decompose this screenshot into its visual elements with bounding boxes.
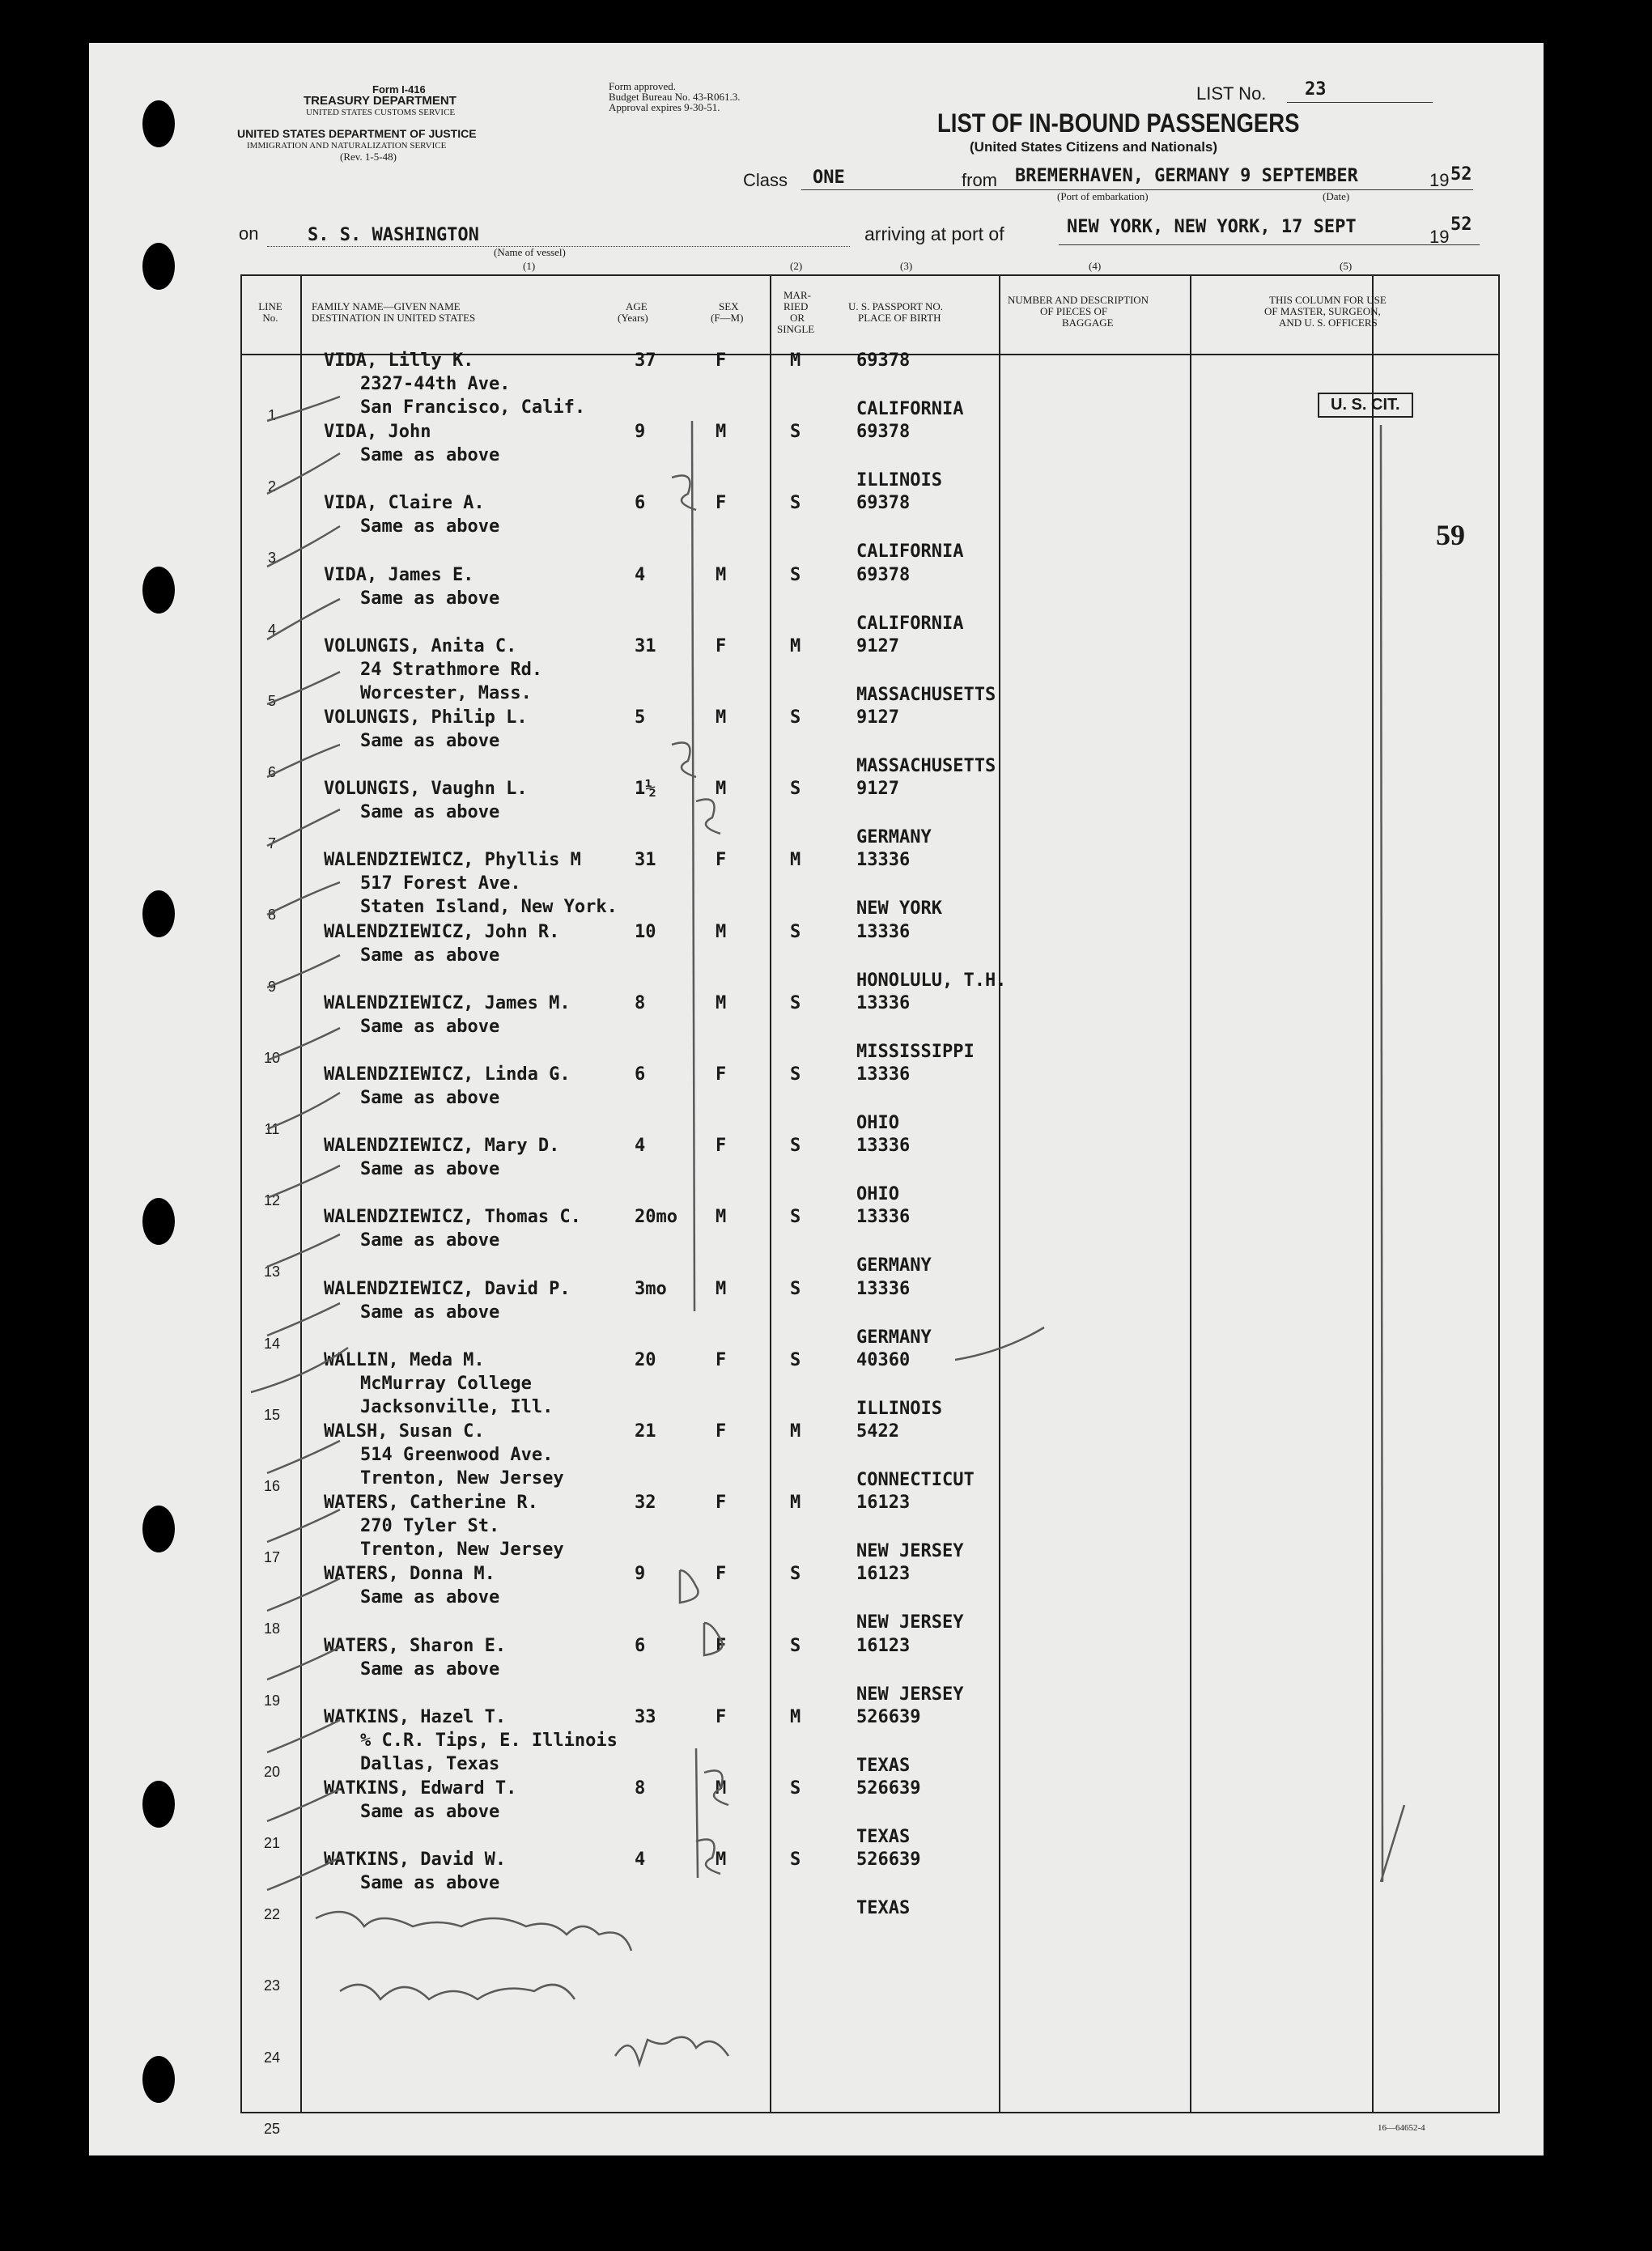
passenger-age: 6	[635, 493, 646, 513]
passport-number: 9127	[856, 707, 899, 728]
place-of-birth: MASSACHUSETTS	[856, 756, 996, 776]
header-officers-2: OF MASTER, SURGEON,	[1264, 305, 1381, 317]
passenger-name: VIDA, Lilly K.	[324, 350, 474, 371]
passenger-sex: F	[716, 1636, 727, 1656]
passenger-destination-line-1: 514 Greenwood Ave.	[360, 1445, 554, 1465]
header-baggage-3: BAGGAGE	[1062, 316, 1114, 329]
header-sex: SEX	[719, 300, 739, 312]
passenger-name: WALENDZIEWICZ, James M.	[324, 993, 571, 1013]
passport-number: 526639	[856, 1707, 921, 1727]
header-place-of-birth: PLACE OF BIRTH	[858, 312, 941, 324]
treasury-department: TREASURY DEPARTMENT	[304, 94, 457, 108]
passenger-destination-line-1: 24 Strathmore Rd.	[360, 660, 543, 680]
place-of-birth: GERMANY	[856, 827, 932, 847]
revision-date: (Rev. 1-5-48)	[340, 151, 397, 163]
passenger-name: VIDA, Claire A.	[324, 493, 485, 513]
line-number: 18	[263, 1620, 281, 1637]
handwritten-s	[696, 800, 720, 835]
line-number: 3	[267, 550, 276, 566]
passenger-destination-line-1: Same as above	[360, 1587, 500, 1608]
form-approved: Form approved.	[609, 80, 677, 92]
approval-expiry: Approval expires 9-30-51.	[609, 101, 720, 113]
passport-number: 9127	[856, 636, 899, 656]
line-number: 1	[267, 407, 276, 423]
passenger-age: 6	[635, 1636, 646, 1656]
passenger-age: 9	[635, 422, 646, 442]
passenger-name: VIDA, James E.	[324, 565, 474, 585]
passenger-name: WATKINS, David W.	[324, 1850, 507, 1870]
passenger-name: WALENDZIEWICZ, David P.	[324, 1279, 571, 1299]
form-number: Form I-416	[372, 83, 426, 96]
place-of-birth: TEXAS	[856, 1827, 911, 1847]
passport-number: 69378	[856, 493, 911, 513]
passenger-destination-line-1: Same as above	[360, 1302, 500, 1323]
passport-number: 526639	[856, 1850, 921, 1870]
passenger-destination-line-2: Trenton, New Jersey	[360, 1468, 564, 1489]
place-of-birth: HONOLULU, T.H.	[856, 970, 1007, 991]
passenger-sex: F	[716, 350, 727, 371]
column-number-5: (5)	[1340, 260, 1353, 272]
budget-bureau-number: Budget Bureau No. 43-R061.3.	[609, 91, 741, 103]
line-number: 16	[263, 1478, 281, 1494]
passenger-sex: M	[716, 422, 727, 442]
passenger-age: 4	[635, 1136, 646, 1156]
passenger-destination-line-2: San Francisco, Calif.	[360, 397, 586, 418]
passenger-sex: M	[716, 993, 727, 1013]
passenger-destination-line-2: Worcester, Mass.	[360, 683, 532, 703]
passport-number: 526639	[856, 1778, 921, 1799]
passenger-destination-line-2: Staten Island, New York.	[360, 897, 618, 917]
line-number: 2	[267, 478, 276, 495]
passenger-name: VOLUNGIS, Vaughn L.	[324, 779, 528, 799]
passenger-age: 4	[635, 565, 646, 585]
passenger-destination-line-1: Same as above	[360, 1659, 500, 1680]
marital-status: S	[790, 422, 801, 442]
header-sex-fm: (F—M)	[711, 312, 744, 324]
vessel-name: S. S. WASHINGTON	[308, 225, 479, 245]
handwritten-vertical-line	[692, 421, 694, 1311]
line-number: 17	[263, 1549, 281, 1565]
header-officers-1: THIS COLUMN FOR USE	[1269, 294, 1387, 306]
passenger-age: 5	[635, 707, 646, 728]
place-of-birth: OHIO	[856, 1184, 899, 1204]
customs-service: UNITED STATES CUSTOMS SERVICE	[306, 108, 456, 117]
header-age-years: (Years)	[618, 312, 648, 324]
place-of-birth: TEXAS	[856, 1898, 911, 1918]
header-married-1: MAR-	[784, 289, 811, 301]
passenger-age: 32	[635, 1493, 656, 1513]
place-of-birth: ILLINOIS	[856, 1399, 942, 1419]
list-number-label: LIST No.	[1196, 83, 1267, 104]
passenger-destination-line-2: Jacksonville, Ill.	[360, 1397, 554, 1417]
marital-status: S	[790, 779, 801, 799]
passenger-name: VOLUNGIS, Anita C.	[324, 636, 517, 656]
passenger-destination-line-1: Same as above	[360, 945, 500, 966]
marital-status: S	[790, 1564, 801, 1584]
passenger-age: 33	[635, 1707, 656, 1727]
place-of-birth: CALIFORNIA	[856, 614, 964, 634]
port-of-arrival: NEW YORK, NEW YORK, 17 SEPT	[1067, 217, 1357, 237]
passport-number: 13336	[856, 993, 911, 1013]
port-caption: (Port of embarkation)	[1057, 190, 1149, 202]
passport-number: 40360	[856, 1350, 911, 1370]
line-number: 21	[263, 1835, 281, 1851]
passenger-age: 21	[635, 1421, 656, 1442]
passenger-sex: M	[716, 1850, 727, 1870]
place-of-birth: NEW JERSEY	[856, 1612, 964, 1633]
from-label: from	[962, 170, 997, 190]
header-destination: DESTINATION IN UNITED STATES	[312, 312, 476, 324]
passenger-sex: M	[716, 707, 727, 728]
passport-number: 13336	[856, 1207, 911, 1227]
place-of-birth: CALIFORNIA	[856, 399, 964, 419]
place-of-birth: GERMANY	[856, 1327, 932, 1348]
port-of-embarkation: BREMERHAVEN, GERMANY 9 SEPTEMBER	[1015, 166, 1358, 186]
on-label: on	[239, 223, 259, 244]
passport-number: 69378	[856, 565, 911, 585]
marital-status: S	[790, 565, 801, 585]
place-of-birth: OHIO	[856, 1113, 899, 1133]
department-of-justice: UNITED STATES DEPARTMENT OF JUSTICE	[237, 127, 477, 140]
line-number: 19	[263, 1692, 281, 1709]
column-number-3: (3)	[900, 260, 913, 272]
header-line-number: LINE No.	[258, 300, 282, 324]
line-number: 7	[267, 835, 276, 852]
marital-status: M	[790, 350, 801, 371]
passenger-sex: F	[716, 636, 727, 656]
marital-status: S	[790, 707, 801, 728]
passenger-age: 6	[635, 1064, 646, 1085]
line-number: 14	[263, 1336, 281, 1352]
passenger-name: WALSH, Susan C.	[324, 1421, 485, 1442]
marital-status: S	[790, 993, 801, 1013]
marital-status: S	[790, 1064, 801, 1085]
passenger-name: WATERS, Catherine R.	[324, 1493, 538, 1513]
passenger-destination-line-1: Same as above	[360, 1017, 500, 1037]
us-citizen-stamp: U. S. CIT.	[1318, 393, 1413, 418]
citizen-check-mark	[1381, 1805, 1404, 1882]
line-number: 22	[263, 1906, 281, 1922]
embarkation-year: 52	[1450, 164, 1472, 185]
passenger-age: 4	[635, 1850, 646, 1870]
passenger-name: VOLUNGIS, Philip L.	[324, 707, 528, 728]
marital-status: S	[790, 1136, 801, 1156]
passenger-destination-line-1: % C.R. Tips, E. Illinois	[360, 1731, 618, 1751]
class-value: ONE	[813, 168, 845, 188]
passenger-name: WALLIN, Meda M.	[324, 1350, 485, 1370]
marital-status: S	[790, 1778, 801, 1799]
marital-status: S	[790, 1850, 801, 1870]
vessel-caption: (Name of vessel)	[494, 246, 566, 258]
column-number-1: (1)	[523, 260, 536, 272]
place-of-birth: MISSISSIPPI	[856, 1042, 975, 1062]
passenger-destination-line-2: Dallas, Texas	[360, 1754, 500, 1774]
immigration-service: IMMIGRATION AND NATURALIZATION SERVICE	[247, 141, 447, 151]
passport-number: 5422	[856, 1421, 899, 1442]
line-number: 20	[263, 1764, 281, 1780]
passenger-destination-line-1: Same as above	[360, 516, 500, 537]
passenger-age: 8	[635, 993, 646, 1013]
arrival-year: 52	[1450, 214, 1472, 235]
header-family-name: FAMILY NAME—GIVEN NAME	[312, 300, 461, 312]
passenger-age: 3mo	[635, 1279, 667, 1299]
passenger-name: VIDA, John	[324, 422, 431, 442]
passenger-sex: M	[716, 1279, 727, 1299]
line-number: 5	[267, 693, 276, 709]
passenger-age: 10	[635, 922, 656, 942]
header-married-3: OR	[790, 312, 805, 324]
passenger-name: WALENDZIEWICZ, Linda G.	[324, 1064, 571, 1085]
passenger-age: 20	[635, 1350, 656, 1370]
handwritten-signature	[340, 1985, 575, 1999]
line-number: 9	[267, 979, 276, 995]
marital-status: S	[790, 922, 801, 942]
passenger-age: 37	[635, 350, 656, 371]
passenger-destination-line-1: 2327-44th Ave.	[360, 374, 511, 394]
line-number: 4	[267, 622, 276, 638]
passenger-sex: M	[716, 779, 727, 799]
line-number: 15	[263, 1407, 281, 1423]
passenger-sex: F	[716, 1564, 727, 1584]
header-officers-3: AND U. S. OFFICERS	[1279, 316, 1378, 329]
citizen-bracket-line	[1381, 425, 1382, 1882]
marital-status: M	[790, 850, 801, 870]
class-label: Class	[743, 170, 788, 190]
handwritten-d	[704, 1623, 723, 1655]
passenger-destination-line-1: McMurray College	[360, 1374, 532, 1394]
passenger-name: WATKINS, Hazel T.	[324, 1707, 507, 1727]
passenger-sex: F	[716, 1064, 727, 1085]
handwritten-note-lines-blank	[316, 1912, 631, 1951]
passenger-count: 59	[1436, 519, 1465, 551]
passenger-sex: F	[716, 493, 727, 513]
passenger-name: WALENDZIEWICZ, Mary D.	[324, 1136, 560, 1156]
header-married-2: RIED	[784, 300, 809, 312]
passenger-sex: F	[716, 1421, 727, 1442]
line-number: 25	[263, 2121, 281, 2137]
place-of-birth: NEW YORK	[856, 898, 942, 919]
handwritten-date	[615, 2037, 728, 2064]
marital-status: S	[790, 1207, 801, 1227]
passenger-name: WALENDZIEWICZ, Thomas C.	[324, 1207, 581, 1227]
date-caption: (Date)	[1323, 190, 1350, 202]
handwritten-stroke	[955, 1327, 1044, 1360]
passport-number: 13336	[856, 1064, 911, 1085]
line-number: 11	[264, 1121, 280, 1137]
footer-form-code: 16—64652-4	[1378, 2123, 1425, 2133]
line-number: 6	[267, 764, 276, 780]
year-prefix: 19	[1429, 170, 1450, 190]
form-subtitle: (United States Citizens and Nationals)	[970, 139, 1218, 155]
passenger-sex: F	[716, 850, 727, 870]
handwritten-d	[680, 1570, 699, 1603]
passport-number: 9127	[856, 779, 899, 799]
passenger-sex: M	[716, 1207, 727, 1227]
marital-status: S	[790, 493, 801, 513]
passenger-sex: M	[716, 565, 727, 585]
passenger-destination-line-1: Same as above	[360, 802, 500, 822]
passenger-age: 9	[635, 1564, 646, 1584]
passenger-sex: F	[716, 1136, 727, 1156]
passenger-destination-line-1: Same as above	[360, 588, 500, 609]
place-of-birth: ILLINOIS	[856, 470, 942, 491]
place-of-birth: CONNECTICUT	[856, 1470, 975, 1490]
marital-status: M	[790, 1421, 801, 1442]
header-passport-number: U. S. PASSPORT NO.	[848, 300, 943, 312]
list-number-value: 23	[1305, 79, 1327, 100]
passenger-destination-line-1: Same as above	[360, 1802, 500, 1822]
passenger-sex: M	[716, 1778, 727, 1799]
passenger-age: 20mo	[635, 1207, 677, 1227]
passport-number: 69378	[856, 350, 911, 371]
column-number-2: (2)	[790, 260, 803, 272]
header-baggage-1: NUMBER AND DESCRIPTION	[1008, 294, 1149, 306]
place-of-birth: CALIFORNIA	[856, 542, 964, 562]
passenger-destination-line-1: Same as above	[360, 1159, 500, 1179]
passenger-name: WATKINS, Edward T.	[324, 1778, 517, 1799]
passenger-sex: F	[716, 1493, 727, 1513]
passenger-destination-line-1: Same as above	[360, 1873, 500, 1893]
line-number: 24	[263, 2049, 281, 2066]
handwritten-vertical-line	[696, 1748, 698, 1878]
passport-number: 16123	[856, 1636, 911, 1656]
form-title: LIST OF IN-BOUND PASSENGERS	[937, 108, 1300, 138]
line-number: 8	[267, 907, 276, 923]
place-of-birth: MASSACHUSETTS	[856, 685, 996, 705]
line-number: 13	[263, 1264, 281, 1280]
passenger-name: WALENDZIEWICZ, John R.	[324, 922, 560, 942]
passenger-name: WATERS, Donna M.	[324, 1564, 495, 1584]
line-number: 12	[263, 1192, 281, 1208]
passenger-age: 8	[635, 1778, 646, 1799]
marital-status: M	[790, 1493, 801, 1513]
passenger-destination-line-2: Trenton, New Jersey	[360, 1540, 564, 1560]
line-number: 10	[263, 1050, 281, 1066]
passenger-destination-line-1: 517 Forest Ave.	[360, 873, 521, 894]
passport-number: 13336	[856, 1136, 911, 1156]
passport-number: 13336	[856, 1279, 911, 1299]
header-baggage-2: OF PIECES OF	[1040, 305, 1108, 317]
header-age: AGE	[626, 300, 648, 312]
passenger-destination-line-1: Same as above	[360, 1230, 500, 1251]
passenger-destination-line-1: Same as above	[360, 731, 500, 751]
passport-number: 13336	[856, 850, 911, 870]
arriving-label: arriving at port of	[864, 223, 1004, 244]
passport-number: 69378	[856, 422, 911, 442]
arrival-year-prefix: 19	[1429, 227, 1450, 247]
passenger-destination-line-1: Same as above	[360, 445, 500, 465]
line-number: 23	[263, 1977, 281, 1994]
place-of-birth: GERMANY	[856, 1255, 932, 1276]
passenger-sex: F	[716, 1350, 727, 1370]
place-of-birth: NEW JERSEY	[856, 1684, 964, 1705]
marital-status: S	[790, 1279, 801, 1299]
passenger-destination-line-1: 270 Tyler St.	[360, 1516, 500, 1536]
passport-number: 13336	[856, 922, 911, 942]
column-number-4: (4)	[1089, 260, 1102, 272]
passport-number: 16123	[856, 1564, 911, 1584]
place-of-birth: TEXAS	[856, 1756, 911, 1776]
marital-status: M	[790, 1707, 801, 1727]
passenger-name: WALENDZIEWICZ, Phyllis M	[324, 850, 581, 870]
marital-status: S	[790, 1636, 801, 1656]
header-married-4: SINGLE	[777, 323, 815, 335]
passenger-age: 31	[635, 636, 656, 656]
passenger-destination-line-1: Same as above	[360, 1088, 500, 1108]
place-of-birth: NEW JERSEY	[856, 1541, 964, 1561]
passport-number: 16123	[856, 1493, 911, 1513]
passenger-age: 31	[635, 850, 656, 870]
passenger-sex: M	[716, 922, 727, 942]
handwritten-s	[696, 1840, 720, 1875]
passenger-sex: F	[716, 1707, 727, 1727]
passenger-age: 1½	[635, 779, 656, 799]
handwritten-s	[704, 1771, 728, 1806]
marital-status: S	[790, 1350, 801, 1370]
passenger-name: WATERS, Sharon E.	[324, 1636, 507, 1656]
marital-status: M	[790, 636, 801, 656]
